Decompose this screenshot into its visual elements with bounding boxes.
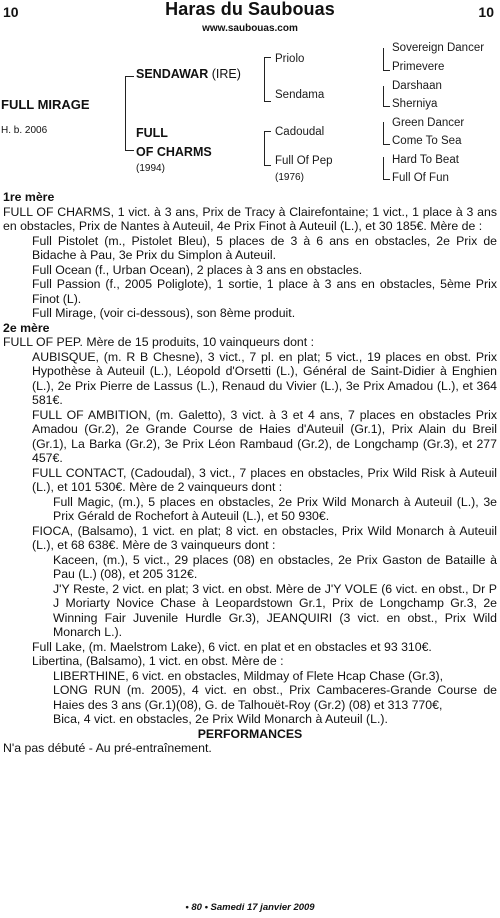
dam-name-line1: FULL [136, 126, 168, 140]
produce-item: LIBERTHINE, 6 vict. en obstacles, Mildmay of Flete Hcap Chase (Gr.3), [53, 668, 443, 683]
bracket-g3-4 [383, 157, 390, 180]
produce-item: J'Y Reste, 2 vict. en plat; 3 vict. en obst. Mère de J'Y VOLE (6 vict. en obst., Dr P J Moriarty Novice Chase à Leopardstown Gr.1, Prix de Longchamp Gr.3, 2e Winning Fair Juvenile Hurdle Gr.3), JEANQUIRI (3 vict. en obst., Prix Wild Monarch L.). [53, 581, 497, 639]
g2-year: (1976) [275, 172, 304, 183]
g3-name-1: Sovereign Dancer [392, 42, 485, 54]
produce-item: Full Pistolet (m., Pistolet Bleu), 5 places de 3 à 6 ans en obstacles, 2e Prix de Bidache à Pau, 3e Prix du Simplon à Auteuil. [32, 233, 497, 262]
sire-label: SENDAWAR [136, 67, 209, 81]
website-link[interactable]: www.saubouas.com [202, 23, 298, 34]
bracket-g2-b-bottom [264, 147, 271, 166]
sire-origin: (IRE) [211, 67, 241, 81]
pedigree-notes [3, 190, 497, 756]
g2-name-3: Cadoudal [275, 126, 325, 138]
g3-name-4: Sherniya [392, 98, 438, 110]
produce-item: Libertina, (Balsamo), 1 vict. en obst. Mère de : [32, 654, 284, 668]
section-heading-2e-mere: 2e mère [3, 320, 50, 335]
bracket-g2-b-top [264, 131, 271, 148]
g2-name-4: Full Of Pep [275, 155, 333, 167]
produce-item: Full Mirage, (voir ci-dessous), son 8ème produit. [32, 306, 296, 320]
bracket-g3-1 [383, 48, 390, 71]
g3-name-2: Primevere [392, 61, 445, 73]
performances-heading: PERFORMANCES [197, 726, 303, 741]
bracket-g2-a-bottom [264, 81, 271, 102]
produce-item: LONG RUN (m. 2005), 4 vict. en obst., Prix Cambaceres-Grande Course de Haies des 3 ans (Gr.1)(08), G. de Talhouët-Roy (Gr.2) (08) et 313 770€, [53, 683, 497, 712]
performances-text: N'a pas débuté - Au pré-entraînement. [3, 741, 212, 755]
g2-name-1: Priolo [275, 53, 305, 65]
g3-name-6: Come To Sea [392, 135, 462, 147]
g3-name-3: Darshaan [392, 80, 442, 92]
produce-item: Full Lake, (m. Maelstrom Lake), 6 vict. en plat et en obstacles et 93 310€. [32, 639, 432, 654]
sire-name [136, 67, 241, 81]
produce-item: Full Passion (f., 2005 Poliglote), 1 sortie, 1 place à 3 ans en obstacles, 5ème Prix Finot (L). [32, 277, 497, 306]
bracket-g1-bottom [125, 110, 134, 151]
page-title: Haras du Saubouas [165, 0, 335, 19]
bracket-g2-a-top [264, 57, 271, 82]
produce-item: Bica, 4 vict. en obstacles, 2e Prix Wild Monarch à Auteuil (L.). [53, 712, 388, 726]
produce-item: Full Magic, (m.), 5 places en obstacles, 2e Prix Wild Monarch à Auteuil (L.), 3e Prix Gérald de Rochefort à Auteuil (L.), et 50 930€. [53, 494, 497, 523]
produce-item: FULL OF AMBITION, (m. Galetto), 3 vict. à 3 et 4 ans, 7 places en obstacles Prix Amadou (Gr.2), 2e Grande Course de Haies d'Auteuil (Gr.1), Prix Alain du Breil (Gr.1), La Barka (Gr.2), 3e Prix Léon Rambaud (Gr.2), de Longchamp (Gr.3), et 277 457€. [32, 407, 497, 465]
dam-name-line2: OF CHARMS [136, 145, 212, 159]
bracket-g3-3 [383, 122, 390, 145]
dam-1-intro: FULL OF CHARMS, 1 vict. à 3 ans, Prix de Tracy à Clairefontaine; 1 vict., 1 place à 3 ans en obstacles, Prix de Nantes à Auteuil, 4e Prix Finot à Auteuil (L.), et 30 185€. Mère de : [3, 204, 497, 233]
g2-name-2: Sendama [275, 89, 325, 101]
bracket-g1-top [125, 76, 134, 111]
dam-year: (1994) [136, 163, 165, 174]
lot-number-left: 10 [3, 4, 19, 20]
produce-item: Kaceen, (m.), 5 vict., 29 places (08) en obstacles, 2e Prix Gaston de Bataille à Pau (L.) (08), et 205 312€. [53, 552, 497, 581]
horse-info: H. b. 2006 [1, 125, 48, 136]
g3-name-8: Full Of Fun [392, 172, 449, 184]
horse-name: FULL MIRAGE [1, 97, 90, 112]
produce-item: FIOCA, (Balsamo), 1 vict. en plat; 8 vict. en obstacles, Prix Wild Monarch à Auteuil (L.), et 68 638€. Mère de 3 vainqueurs dont : [32, 523, 497, 552]
produce-item: FULL CONTACT, (Cadoudal), 3 vict., 7 places en obstacles, Prix Wild Risk à Auteuil (L.), et 101 530€. Mère de 2 vainqueurs dont : [32, 465, 497, 494]
section-heading-1re-mere: 1re mère [3, 190, 55, 204]
bracket-g3-2 [383, 86, 390, 107]
dam-2-intro: FULL OF PEP. Mère de 15 produits, 10 vainqueurs dont : [3, 335, 315, 349]
produce-item: AUBISQUE, (m. R B Chesne), 3 vict., 7 pl. en plat; 5 vict., 19 places en obst. Prix Hypothèse à Auteuil (L.), Léopold d'Orsetti (L.), Général de Saint-Didier à Enghien (L.), 2e Prix Pierre de Lassus (L.), Renaud du Vivier (L.), 3e Prix Amadou (L.), et 364 581€. [32, 349, 497, 407]
lot-number-right: 10 [478, 4, 494, 20]
page-footer: • 80 • Samedi 17 janvier 2009 [185, 902, 315, 913]
produce-item: Full Ocean (f., Urban Ocean), 2 places à 3 ans en obstacles. [32, 262, 363, 277]
g3-name-5: Green Dancer [392, 117, 465, 129]
g3-name-7: Hard To Beat [392, 154, 459, 166]
